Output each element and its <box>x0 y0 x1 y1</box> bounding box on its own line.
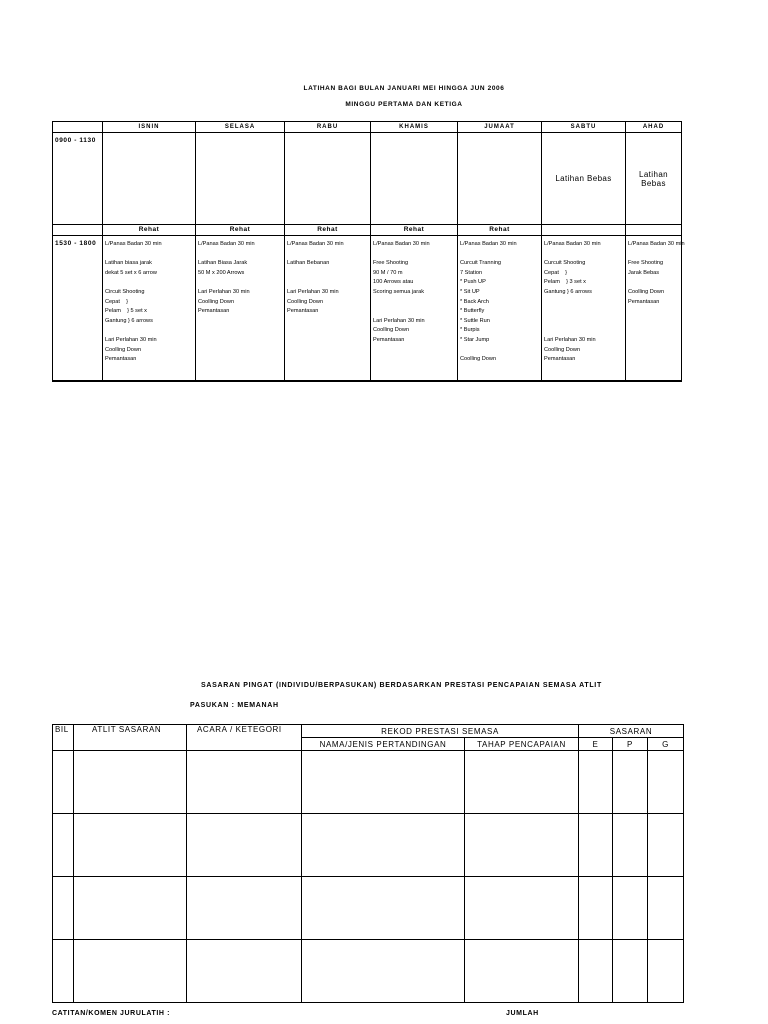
break-label: Rehat <box>196 225 285 236</box>
cell[interactable] <box>53 940 74 1003</box>
header-atlit: ATLIT SASARAN <box>74 725 187 751</box>
coach-comment-label: CATITAN/KOMEN JURULATIH : <box>52 1010 171 1017</box>
morning-cell <box>371 133 458 225</box>
afternoon-row <box>53 236 682 382</box>
day-header: SABTU <box>542 122 626 133</box>
medal-target-table <box>52 724 684 1003</box>
header-acara: ACARA / KETEGORI <box>187 725 302 751</box>
cell[interactable] <box>465 814 579 877</box>
cell[interactable] <box>302 751 465 814</box>
cell[interactable] <box>53 877 74 940</box>
cell[interactable] <box>648 877 684 940</box>
cell[interactable] <box>74 814 187 877</box>
cell[interactable] <box>579 814 613 877</box>
afternoon-jumaat: L/Panas Badan 30 min Curcuit Tranning 7 Station * Push UP * Sit UP * Back Arch * Butterfly * Suttle Run * Burpis * Star Jump Coolling Down <box>460 241 517 363</box>
afternoon-sabtu: L/Panas Badan 30 min Curcuit Shooting Cepat } Pelam } 3 set x Gantung } 6 arrows Lari Perlahan 30 min Coolling Down Pemantasan <box>544 241 601 363</box>
morning-ahad: Latihan Bebas <box>626 133 682 225</box>
header-rekod: REKOD PRESTASI SEMASA <box>302 725 579 738</box>
day-header: KHAMIS <box>371 122 458 133</box>
header-e: E <box>579 738 613 751</box>
break-blank <box>626 225 682 236</box>
cell[interactable] <box>579 940 613 1003</box>
break-row <box>53 225 682 236</box>
day-header: SELASA <box>196 122 285 133</box>
header-tahap: TAHAP PENCAPAIAN <box>465 738 579 751</box>
cell[interactable] <box>465 751 579 814</box>
corner-cell <box>53 122 103 133</box>
cell[interactable] <box>187 814 302 877</box>
table-row <box>53 940 684 1003</box>
break-label: Rehat <box>458 225 542 236</box>
header-sasaran: SASARAN <box>579 725 684 738</box>
morning-row <box>53 133 682 225</box>
team-label: PASUKAN : MEMANAH <box>190 702 279 709</box>
day-header: RABU <box>285 122 371 133</box>
header-bil: BIL <box>53 725 74 751</box>
cell[interactable] <box>465 940 579 1003</box>
cell[interactable] <box>613 814 648 877</box>
cell[interactable] <box>302 877 465 940</box>
cell[interactable] <box>53 814 74 877</box>
break-label: Rehat <box>285 225 371 236</box>
break-blank <box>53 225 103 236</box>
break-label: Rehat <box>371 225 458 236</box>
cell[interactable] <box>53 751 74 814</box>
table-row <box>53 751 684 814</box>
total-label: JUMLAH <box>506 1010 539 1017</box>
cell[interactable] <box>648 940 684 1003</box>
table-row <box>53 877 684 940</box>
header-p: P <box>613 738 648 751</box>
training-schedule-table <box>52 121 685 382</box>
table-row <box>53 814 684 877</box>
cell[interactable] <box>302 814 465 877</box>
morning-cell <box>196 133 285 225</box>
header-g: G <box>648 738 684 751</box>
cell[interactable] <box>465 877 579 940</box>
cell[interactable] <box>187 877 302 940</box>
morning-cell <box>103 133 196 225</box>
afternoon-ahad: L/Panas Badan 30 min Free Shooting Jarak Bebas Coolling Down Pemantasan <box>628 241 685 305</box>
schedule-title: LATIHAN BAGI BULAN JANUARI MEI HINGGA JUN 2006 <box>303 85 505 92</box>
break-blank <box>542 225 626 236</box>
cell[interactable] <box>613 751 648 814</box>
day-header: AHAD <box>626 122 682 133</box>
afternoon-rabu: L/Panas Badan 30 min Latihan Bebanan Lari Perlahan 30 min Coolling Down Pemantasan <box>287 241 344 315</box>
cell[interactable] <box>648 814 684 877</box>
cell[interactable] <box>187 940 302 1003</box>
break-label: Rehat <box>103 225 196 236</box>
cell[interactable] <box>74 877 187 940</box>
day-header: JUMAAT <box>458 122 542 133</box>
morning-cell <box>458 133 542 225</box>
target-header-row <box>53 725 684 738</box>
cell[interactable] <box>613 877 648 940</box>
header-nama: NAMA/JENIS PERTANDINGAN <box>302 738 465 751</box>
afternoon-khamis: L/Panas Badan 30 min Free Shooting 90 M / 70 m 100 Arrows atau Scoring semua jarak Lari Perlahan 30 min Coolling Down Pemantasan <box>373 241 430 343</box>
afternoon-selasa: L/Panas Badan 30 min Latihan Biasa Jarak 50 M x 200 Arrows Lari Perlahan 30 min Coolling Down Pemantasan <box>198 241 255 315</box>
cell[interactable] <box>648 751 684 814</box>
schedule-subtitle: MINGGU PERTAMA DAN KETIGA <box>345 101 463 108</box>
schedule-header-row <box>53 122 682 133</box>
cell[interactable] <box>579 751 613 814</box>
cell[interactable] <box>579 877 613 940</box>
morning-time: 0900 - 1130 <box>53 133 103 225</box>
cell[interactable] <box>187 751 302 814</box>
morning-cell <box>285 133 371 225</box>
afternoon-time: 1530 - 1800 <box>53 236 103 382</box>
cell[interactable] <box>613 940 648 1003</box>
cell[interactable] <box>302 940 465 1003</box>
morning-sabtu: Latihan Bebas <box>542 133 626 225</box>
target-title: SASARAN PINGAT (INDIVIDU/BERPASUKAN) BERDASARKAN PRESTASI PENCAPAIAN SEMASA ATLIT <box>201 682 602 689</box>
cell[interactable] <box>74 940 187 1003</box>
afternoon-isnin: L/Panas Badan 30 min Latihan biasa jarak dekat 5 set x 6 arrow Circuit Shooting Cepat } Pelam } 5 set x Gantung } 6 arrows Lari Perlahan 30 min Coolling Down Pemantasan <box>105 241 162 363</box>
day-header: ISNIN <box>103 122 196 133</box>
cell[interactable] <box>74 751 187 814</box>
